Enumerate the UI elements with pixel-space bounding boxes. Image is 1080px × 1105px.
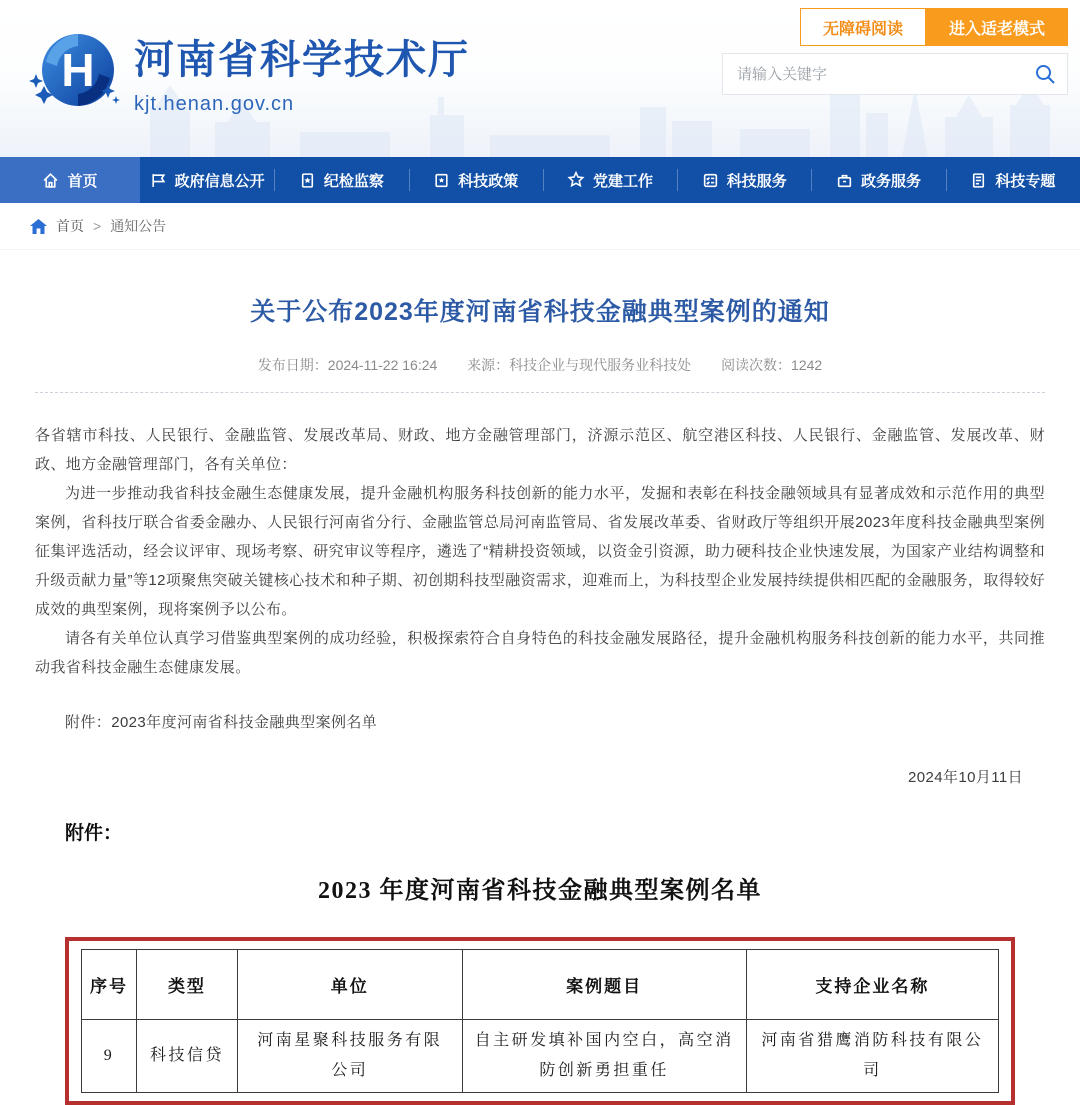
header-cell-no: 序号 [82,950,137,1020]
site-url: kjt.henan.gov.cn [134,93,295,115]
attachment-label: 附件： [65,823,123,844]
header-cell-unit: 单位 [237,950,462,1020]
article-paragraph: 各省辖市科技、人民银行、金融监管、发展改革局、财政、地方金融管理部门，济源示范区、航空港区科技、人民银行、金融监管、发展改革、财政、地方金融管理部门，各有关单位： [35,427,1045,473]
article-title: 关于公布2023年度河南省科技金融典型案例的通知 [250,298,830,326]
site-logo [28,26,120,118]
article-paragraph: 为进一步推动我省科技金融生态健康发展，提升金融机构服务科技创新的能力水平，发掘和表彰在科技金融领域具有显著成效和示范作用的典型案例，省科技厅联合省委金融办、人民银行河南省分行、金融监管总局河南监管局、省发展改革委、省财政厅等组织开展2023年度科技金融典型案例征集评选活动，经会议评审、现场考察、研究审议等程序，遴选了“精耕投资领域，以资金引资源，助力硬科技企业快速发展，为国家产业结构调整和升级贡献力量”等12项聚焦突破关键核心技术和种子期、初创期科技型融资需求，迎难而上，为科技型企业发展持续提供相匹配的金融服务，取得较好成效的典型案例，现将案例予以公布。 [35,485,1045,618]
attachment-section [65,818,1015,1105]
breadcrumb [0,203,1080,250]
topbar-buttons [800,8,1068,46]
article-paragraph: 请各有关单位认真学习借鉴典型案例的成功经验，积极探索符合自身特色的科技金融发展路径，提升金融机构服务科技创新的能力水平，共同推动我省科技金融生态健康发展。 [35,630,1045,676]
tech-service-icon [702,172,719,189]
cell-unit: 河南星聚科技服务有限公司 [237,1020,462,1093]
nav-item-special-topic[interactable] [946,157,1080,203]
table-row [82,1020,999,1093]
nav-item-gov-info[interactable] [140,157,274,203]
cell-company: 河南省猎鹰消防科技有限公司 [746,1020,998,1093]
cell-case: 自主研发填补国内空白，高空消防创新勇担重任 [462,1020,746,1093]
discipline-inspection-icon [299,172,316,189]
breadcrumb-home-link[interactable]: 首页 [56,218,84,234]
home-icon [42,172,59,189]
publish-date: 发布日期：2024-11-22 16:24 [257,357,438,373]
gov-service-icon [836,172,853,189]
nav-item-home[interactable] [0,157,140,203]
cases-table [81,949,999,1093]
nav-item-tech-service[interactable] [677,157,811,203]
article-body [35,421,1045,792]
site-identity [134,28,470,116]
cell-no: 9 [82,1020,137,1093]
meta-divider [35,392,1045,393]
nav-item-label: 首页 [67,172,98,190]
article-sign-date: 2024年10月11日 [907,769,1023,786]
nav-item-discipline[interactable] [274,157,408,203]
logo-row [28,26,470,118]
table-header-row [82,950,999,1020]
breadcrumb-current: 通知公告 [110,218,167,234]
nav-item-label: 政务服务 [861,172,922,190]
nav-item-gov-service[interactable] [811,157,945,203]
nav-item-label: 科技专题 [995,172,1056,190]
svg-text:H: H [61,44,95,96]
site-name: 河南省科学技术厅 [134,38,470,82]
elder-mode-button[interactable]: 进入适老模式 [926,8,1068,46]
nav-item-label: 科技政策 [458,172,519,190]
header-cell-company: 支持企业名称 [746,950,998,1020]
search-input[interactable] [723,54,1023,94]
nav-item-label: 政府信息公开 [174,172,265,190]
view-count: 阅读次数：1242 [721,357,823,373]
party-building-icon [567,171,585,189]
attachment-table-title: 2023 年度河南省科技金融典型案例名单 [318,878,762,904]
main-nav [0,157,1080,203]
breadcrumb-separator: > [93,218,102,234]
nav-item-label: 纪检监察 [323,172,384,190]
nav-item-label: 党建工作 [592,172,653,190]
search-icon[interactable] [1023,63,1067,85]
search-box[interactable] [722,53,1068,95]
article [0,292,1080,792]
article-meta [35,355,1045,375]
info-disclosure-icon [150,172,167,189]
breadcrumb-home-icon [30,219,47,234]
article-source: 来源：科技企业与现代服务业科技处 [467,357,692,373]
header-cell-case: 案例题目 [462,950,746,1020]
attachment-link-line[interactable]: 附件：2023年度河南省科技金融典型案例名单 [65,714,378,731]
accessibility-reading-button[interactable]: 无障碍阅读 [800,8,926,46]
table-highlight-border [65,937,1015,1105]
special-topic-icon [970,172,987,189]
nav-item-policy[interactable] [409,157,543,203]
nav-item-label: 科技服务 [726,172,787,190]
nav-item-party-building[interactable] [543,157,677,203]
header-cell-type: 类型 [137,950,238,1020]
policy-icon [433,172,450,189]
cell-type: 科技信贷 [137,1020,238,1093]
